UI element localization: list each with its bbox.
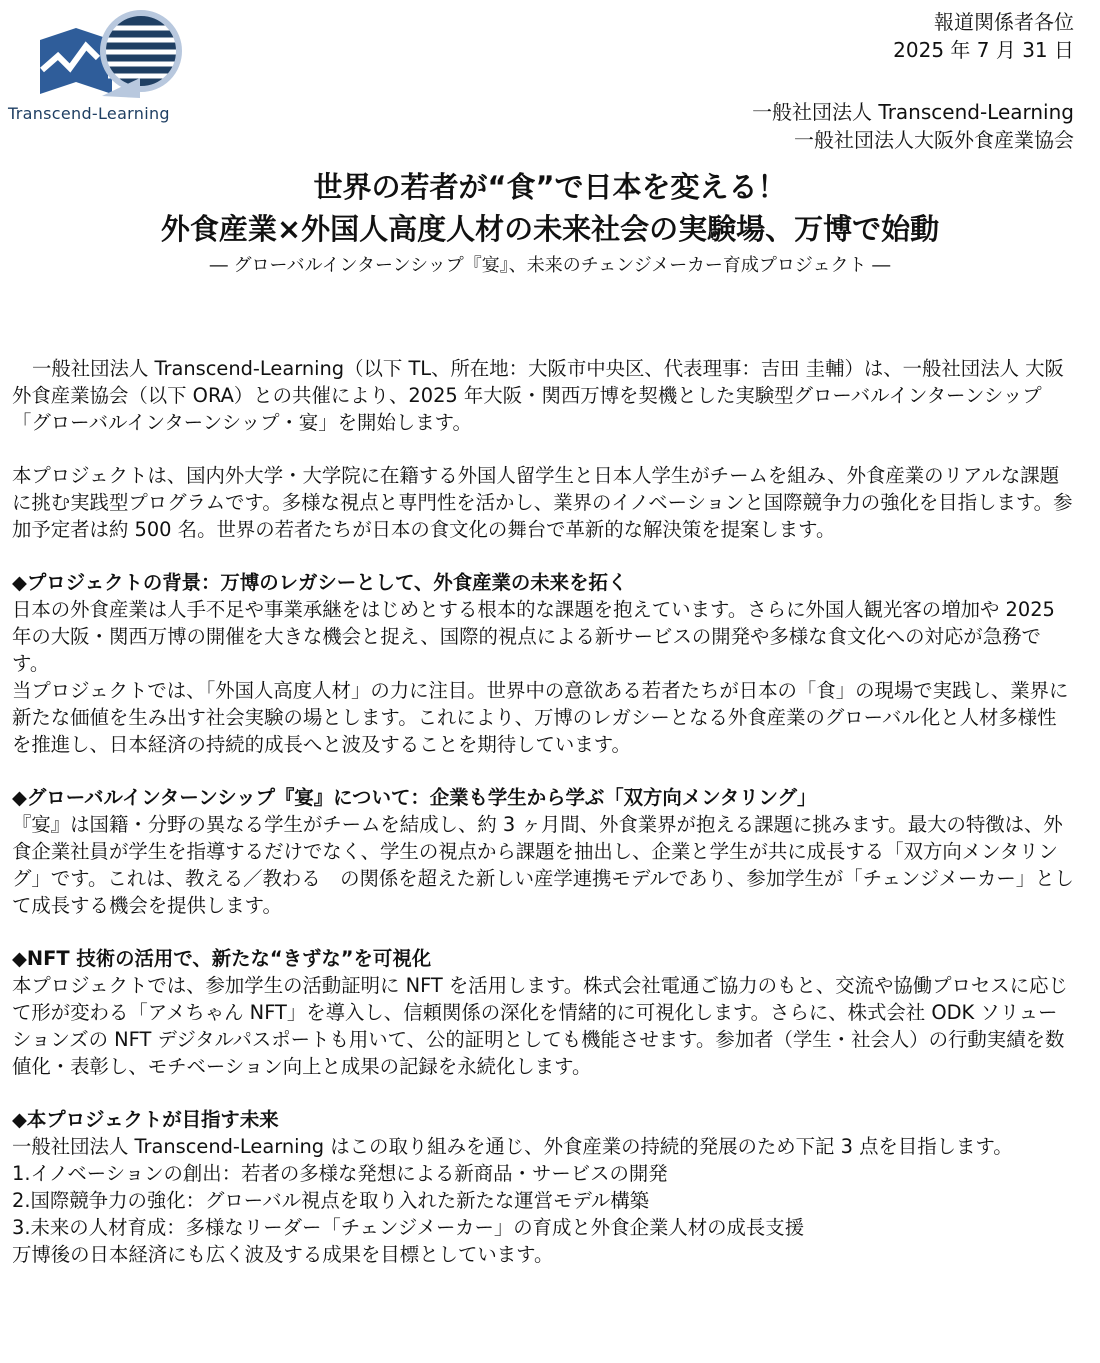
logo xyxy=(8,6,208,124)
release-date: 2025 年 7 月 31 日 xyxy=(893,38,1074,62)
section-heading: ◆NFT 技術の活用で、新たな“きずな”を可視化 xyxy=(12,947,432,970)
title-line-1: 世界の若者が“食”で日本を変える！ xyxy=(313,170,787,204)
logo-text: Transcend-Learning xyxy=(8,104,170,123)
recipient: 報道関係者各位 xyxy=(934,10,1074,34)
section-paragraph: 当プロジェクトでは、「外国人高度人材」の力に注目。世界中の意欲ある若者たちが日本の「食」の現場で実践し、業界に新たな価値を生み出す社会実験の場とします。これにより、万博のレガシーとなる外食産業のグローバル化と人材多様性を推進し、日本経済の持続的成長へと波及することを期待しています。 xyxy=(12,679,1069,756)
closing-line: 万博後の日本経済にも広く波及する成果を目標としています。 xyxy=(12,1243,554,1266)
section-nft xyxy=(12,945,1074,1080)
list-item: 3.未来の人材育成：多様なリーダー「チェンジメーカー」の育成と外食企業人材の成長支援 xyxy=(12,1216,805,1239)
section-paragraph: 日本の外食産業は人手不足や事業承継をはじめとする根本的な課題を抱えています。さらに外国人観光客の増加や 2025 年の大阪・関西万博の開催を大きな機会と捉え、国際的視点による新サービスの開発や多様な食文化への対応が急務です。 xyxy=(12,598,1055,675)
section-paragraph: 一般社団法人 Transcend-Learning はこの取り組みを通じ、外食産業の持続的発展のため下記 3 点を目指します。 xyxy=(12,1135,1013,1158)
section-heading: ◆本プロジェクトが目指す未来 xyxy=(12,1108,279,1131)
transcend-learning-logo-icon xyxy=(36,6,186,102)
article-body xyxy=(12,355,1074,1268)
intro-paragraph-2: 本プロジェクトは、国内外大学・大学院に在籍する外国人留学生と日本人学生がチームを組み、外食産業のリアルな課題に挑む実践型プログラムです。多様な視点と専門性を活かし、業界のイノベーションと国際競争力の強化を目指します。参加予定者は約 500 名。世界の若者たちが日本の食文化の舞台で革新的な解決策を提案します。 xyxy=(12,464,1073,541)
organization-1: 一般社団法人 Transcend-Learning xyxy=(752,100,1074,124)
section-paragraph: 『宴』は国籍・分野の異なる学生がチームを結成し、約 3 ヶ月間、外食業界が抱える課題に挑みます。最大の特徴は、外食企業社員が学生を指導するだけでなく、学生の視点から課題を抽出し、企業と学生が共に成長する「双方向メンタリング」です。これは、教える／教わる の関係を超えた新しい産学連携モデルであり、参加学生が「チェンジメーカー」として成長する機会を提供します。 xyxy=(12,813,1074,917)
list-item: 2.国際競争力の強化：グローバル視点を取り入れた新たな運営モデル構築 xyxy=(12,1189,650,1212)
section-heading: ◆プロジェクトの背景：万博のレガシーとして、外食産業の未来を拓く xyxy=(12,571,628,594)
organization-2: 一般社団法人大阪外食産業協会 xyxy=(794,128,1074,152)
intro-paragraph-1: 一般社団法人 Transcend-Learning（以下 TL、所在地：大阪市中央区、代表理事：吉田 圭輔）は、一般社団法人 大阪外食産業協会（以下 ORA）との共催により、2025 年大阪・関西万博を契機とした実験型グローバルインターンシップ「グローバルインターンシップ・宴」を開始します。 xyxy=(12,357,1064,434)
section-future xyxy=(12,1106,1074,1268)
header-meta xyxy=(752,8,1074,154)
section-background xyxy=(12,569,1074,758)
title-block xyxy=(0,166,1100,280)
section-paragraph: 本プロジェクトでは、参加学生の活動証明に NFT を活用します。株式会社電通ご協力のもと、交流や協働プロセスに応じて形が変わる「アメちゃん NFT」を導入し、信頼関係の深化を情緒的に可視化します。さらに、株式会社 ODK ソリューションズの NFT デジタルパスポートも用いて、公的証明としても機能させます。参加者（学生・社会人）の行動実績を数値化・表彰し、モチベーション向上と成果の記録を永続化します。 xyxy=(12,974,1068,1078)
title-line-2: 外食産業×外国人高度人材の未来社会の実験場、万博で始動 xyxy=(160,212,940,246)
list-item: 1.イノベーションの創出：若者の多様な発想による新商品・サービスの開発 xyxy=(12,1162,668,1185)
section-heading: ◆グローバルインターンシップ『宴』について：企業も学生から学ぶ「双方向メンタリング」 xyxy=(12,786,817,809)
section-utage xyxy=(12,784,1074,919)
subtitle: ― グローバルインターンシップ『宴』、未来のチェンジメーカー育成プロジェクト ― xyxy=(209,255,891,276)
